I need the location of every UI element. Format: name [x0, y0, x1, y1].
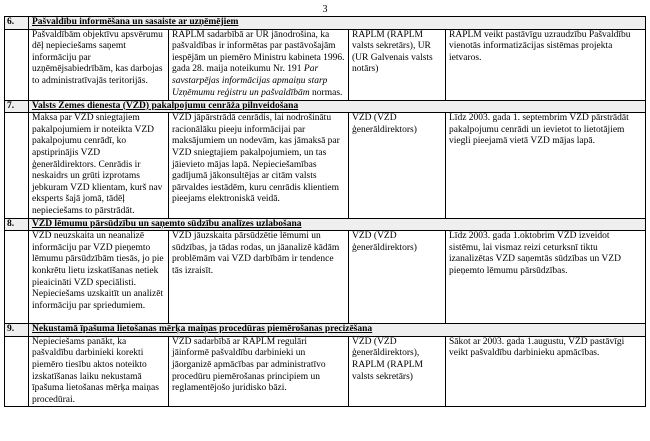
- deadline-cell: RAPLM veikt pastāvīgu uzraudzību Pašvaldību vienotās informatizācijas sistēmas projekta ietvaros.: [446, 29, 646, 100]
- problem-cell: VZD neuzskaita un neanalizē informāciju par VZD pieņemto lēmumu pārsūdzībām tiesās, jo pie konkrētu lietu izskatīšanas netiek pieaicināti VZD speciālisti. Nepieciešams uzskaitīt un analizēt informāciju par spriedumiem.: [29, 231, 169, 324]
- table-row: [5, 113, 646, 218]
- page-number: 3: [322, 4, 328, 15]
- recommendation-cell: VZD jāuzskaita pārsūdzētie lēmumi un sūdzības, ja tādas rodas, un jāanalizē kādām problēmām vai VZD darbībām ir tendence tās izraisīt.: [169, 231, 349, 324]
- section-number: 9.: [5, 324, 29, 337]
- section-number: 7.: [5, 100, 29, 113]
- section-title: Valsts Zemes dienesta (VZD) pakalpojumu cenrāža pilnveidošana: [29, 100, 646, 113]
- deadline-cell: Līdz 2003. gada 1. septembrim VZD pārstrādāt pakalpojumu cenrādi un ievietot to lietotājiem viegli pieejamā vietā VZD mājas lapā.: [446, 113, 646, 218]
- section-header: [5, 218, 646, 231]
- deadline-cell: Līdz 2003. gada 1.oktobrim VZD izveidot sistēmu, lai vismaz reizi ceturksnī tiktu izanalizētas VZD saņemtās sūdzības un VZD pieņemto lēmumu pārsūdzības.: [446, 231, 646, 324]
- recommendation-cell: VZD jāpārstrādā cenrādis, lai nodrošinātu racionālāku pieeju informācijai par maksājumiem un nodevām, kas jāmaksā par VZD sniegtajiem pakalpojumiem, un tas jāievieto mājas lapā. Nepieciešamības gadījumā jākonsultējas ar citām valsts pārvaldes iestādēm, kuru cenrādis klientiem pieejams elektroniskā veidā.: [169, 113, 349, 218]
- section-title: Pašvaldību informēšana un sasaiste ar uzņēmējiem: [29, 17, 646, 30]
- section-title: VZD lēmumu pārsūdzību un saņemto sūdzību analīzes uzlabošana: [29, 218, 646, 231]
- responsible-cell: VZD (VZD ģenerāldirektors): [349, 231, 446, 324]
- responsible-cell: VZD (VZD ģenerāldirektors): [349, 113, 446, 218]
- table-row: [5, 231, 646, 324]
- empty-cell: [5, 336, 29, 407]
- responsible-cell: RAPLM (RAPLM valsts sekretārs), UR (UR Galvenais valsts notārs): [349, 29, 446, 100]
- recommendations-table: [4, 16, 646, 407]
- section-number: 8.: [5, 218, 29, 231]
- section-header: [5, 324, 646, 337]
- recommendation-cell: VZD sadarbībā ar RAPLM regulāri jāinformē pašvaldību darbinieki un jāorganizē apmācības par administratīvo procedūru piemērošanas principiem un reglamentējošo juridisko bāzi.: [169, 336, 349, 407]
- section-title: Nekustamā īpašuma lietošanas mērķa maiņas procedūras piemērošanas precizēšana: [29, 324, 646, 337]
- table-row: [5, 336, 646, 407]
- empty-cell: [5, 231, 29, 324]
- recommendation-cell: RAPLM sadarbībā ar UR jānodrošina, ka pašvaldības ir informētas par pastāvošajām iespējām un piemēro Ministru kabineta 1996. gada 28. maija noteikumu Nr. 191 Par savstarpējas informācijas apmaiņu starp Uzņēmumu reģistru un pašvaldībām normas.: [169, 29, 349, 100]
- empty-cell: [5, 29, 29, 100]
- problem-cell: Maksa par VZD sniegtajiem pakalpojumiem ir noteikta VZD pakalpojumu cenrādī, ko apstiprinājis VZD ģenerāldirektors. Cenrādis ir neskaidrs un grūti izprotams jebkuram VZD klientam, kurš nav eksperts šajā jomā, tādēļ nepieciešams to pārstrādāt.: [29, 113, 169, 218]
- problem-cell: Pašvaldībām objektīvu apsvērumu dēļ nepieciešams saņemt informāciju par uzņēmējsabiedrībām, kas darbojas to administratīvajās teritorijās.: [29, 29, 169, 100]
- section-header: [5, 100, 646, 113]
- problem-cell: Nepieciešams panākt, ka pašvaldību darbinieki korekti piemēro tiesību aktos noteikto izskatīšanas laiku nekustamā īpašuma lietošanas mērķa maiņas procedūrai.: [29, 336, 169, 407]
- empty-cell: [5, 113, 29, 218]
- section-header: [5, 17, 646, 30]
- deadline-cell: Sākot ar 2003. gada 1.augustu, VZD pastāvīgi veikt pašvaldību darbinieku apmācības.: [446, 336, 646, 407]
- table-row: [5, 29, 646, 100]
- responsible-cell: VZD (VZD ģenerāldirektors), RAPLM (RAPLM valsts sekretārs): [349, 336, 446, 407]
- section-number: 6.: [5, 17, 29, 30]
